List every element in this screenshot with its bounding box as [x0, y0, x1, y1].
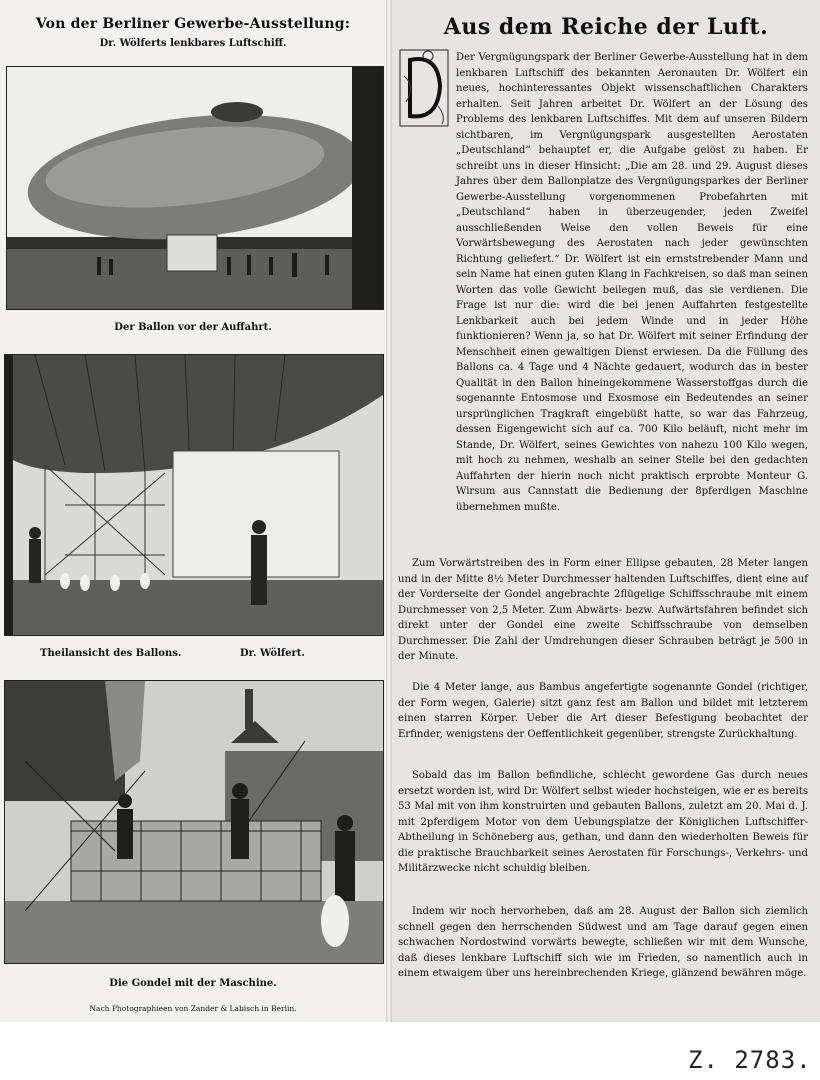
article-paragraph: Indem wir noch hervorheben, daß am 28. August der Ballon sich ziemlich schnell gegen den herrschenden Südwest und am Tage darauf gegen einen schwachen Nordostwind vorwärts bewegte, schließen wir mit dem Wunsche, daß dieses lenkbare Luftschiff sich wie im Frieden, so namentlich auch in einem etwaigem über uns hereinbrechenden Kriege, glänzend bewähren möge.: [398, 906, 808, 979]
ornamental-initial-icon: [398, 46, 450, 130]
caption-balloon-before-ascent: Der Ballon vor der Auffahrt.: [114, 322, 272, 333]
caption-partial-view: Theilansicht des Ballons.: [40, 648, 182, 659]
illustration-subtitle: Dr. Wölferts lenkbares Luftschiff.: [99, 38, 287, 49]
article-paragraph: Sobald das im Ballon befindliche, schlecht gewordene Gas durch neues ersetzt worden ist, wird Dr. Wölfert selbst wieder hochsteigen, wie er es bereits 53 Mal mit von ihm konstruirten und gebauten Ballons, zuletzt am 20. Mai d. J. mit 2pferdigem Motor von dem Uebungsplatze der Königlichen Luftschiffer-Abtheilung in Schöneberg aus, gethan, und dann den wiederholten Beweis für die praktische Brauchbarkeit seines Aerostaten für Forschungs-, Verkehrs- und Militärzwecke nicht schuldig bleiben.: [398, 770, 808, 874]
caption-gondola: Die Gondel mit der Maschine.: [109, 978, 277, 989]
article-paragraph: Die 4 Meter lange, aus Bambus angefertigte sogenannte Gondel (richtiger, der Form wegen, Galerie) sitzt ganz fest am Ballon und bildet mit letzterem einen starren Körper. Ueber die Art dieser Befestigung beobachtet der Erfinder, wenigstens der Oeffentlichkeit gegenüber, strengste Zurückhaltung.: [398, 682, 808, 740]
illustration-title: Von der Berliner Gewerbe-Ausstellung:: [35, 16, 351, 32]
photo-credit: Nach Photographieen von Zander & Labisch in Berlin.: [89, 1004, 297, 1013]
photo-balloon-partial-view: [4, 354, 384, 636]
article-paragraph: Der Vergnügungspark der Berliner Gewerbe-Ausstellung hat in dem lenkbaren Luftschiff des bekannten Aeronauten Dr. Wölfert ein neues, hochinteressantes Objekt wissenschaftlichen Charakters erhalten. Seit Jahren arbeitet Dr. Wölfert an der Lösung des Problems des lenkbaren Luftschiffes. Mit dem auf unseren Bildern sichtbaren, im Vergnügungspark ausgestellten Aerostaten „Deutschland“ behauptet er, die Aufgabe gelöst zu haben. Er schreibt uns in dieser Hinsicht: „Die am 28. und 29. August dieses Jahres über dem Ballonplatze des Vergnügungsparkes der Berliner Gewerbe-Ausstellung vorgenommenen Probefahrten mit „Deutschland“ haben in überzeugender, jeden Zweifel ausschließenden Weise den vollen Beweis für eine Vorwärtsbewegung des Aerostaten nach jeder gewünschten Richtung geliefert.“ Dr. Wölfert ist ein ernststrebender Mann und sein Name hat einen guten Klang in Fachkreisen, so daß man seinen Worten das volle Gewicht beilegen muß, das sie verdienen. Die Frage ist nur die: wird die bei jenen Auffahrten festgestellte Lenkbarkeit auch bei jedem Winde und in jeder Höhe funktionieren? Wenn ja, so hat Dr. Wölfert mit seiner Erfindung der Menschheit einen gewaltigen Dienst erwiesen. Da die Füllung des Ballons ca. 4 Tage und 4 Nächte gedauert, wodurch das in bester Qualität in den Ballon hineingekommene Wasserstoffgas durch die sogenannte Entosmose und Exosmose ein Bedeutendes an seiner ursprünglichen Tragkraft eingebüßt hatte, so war das Fahrzeug, dessen Eigengewicht sich auf ca. 700 Kilo beläuft, nicht mehr im Stande, Dr. Wölfert, seines Gewichtes von nahezu 100 Kilo wegen, mit hoch zu nehmen, weshalb an seiner Stelle bei den gedachten Auffahrten der hierin noch nicht praktisch erprobte Monteur G. Wirsum aus Cannstatt die Bedienung der 8pferdigen Maschine übernehmen mußte.: [456, 52, 808, 513]
photo-gondola-with-engine: [4, 680, 384, 964]
caption-dr-woelfert: Dr. Wölfert.: [240, 648, 305, 659]
archive-mark: Z. 2783.: [688, 1046, 812, 1074]
article-title: Aus dem Reiche der Luft.: [443, 14, 769, 40]
article-paragraph: Zum Vorwärtstreiben des in Form einer Ellipse gebauten, 28 Meter langen und in der Mitte 8½ Meter Durchmesser haltenden Luftschiffes, dient eine auf der Vorderseite der Gondel angebrachte 2flügelige Schiffsschraube mit einem Durchmesser von 2,5 Meter. Zum Abwärts- bezw. Aufwärtsfahren befindet sich direkt unter der Gondel eine zweite Schiffsschraube von demselben Durchmesser. Die Zahl der Umdrehungen dieser Schrauben beträgt je 500 in der Minute.: [398, 558, 808, 662]
photo-balloon-before-ascent: [6, 66, 384, 310]
